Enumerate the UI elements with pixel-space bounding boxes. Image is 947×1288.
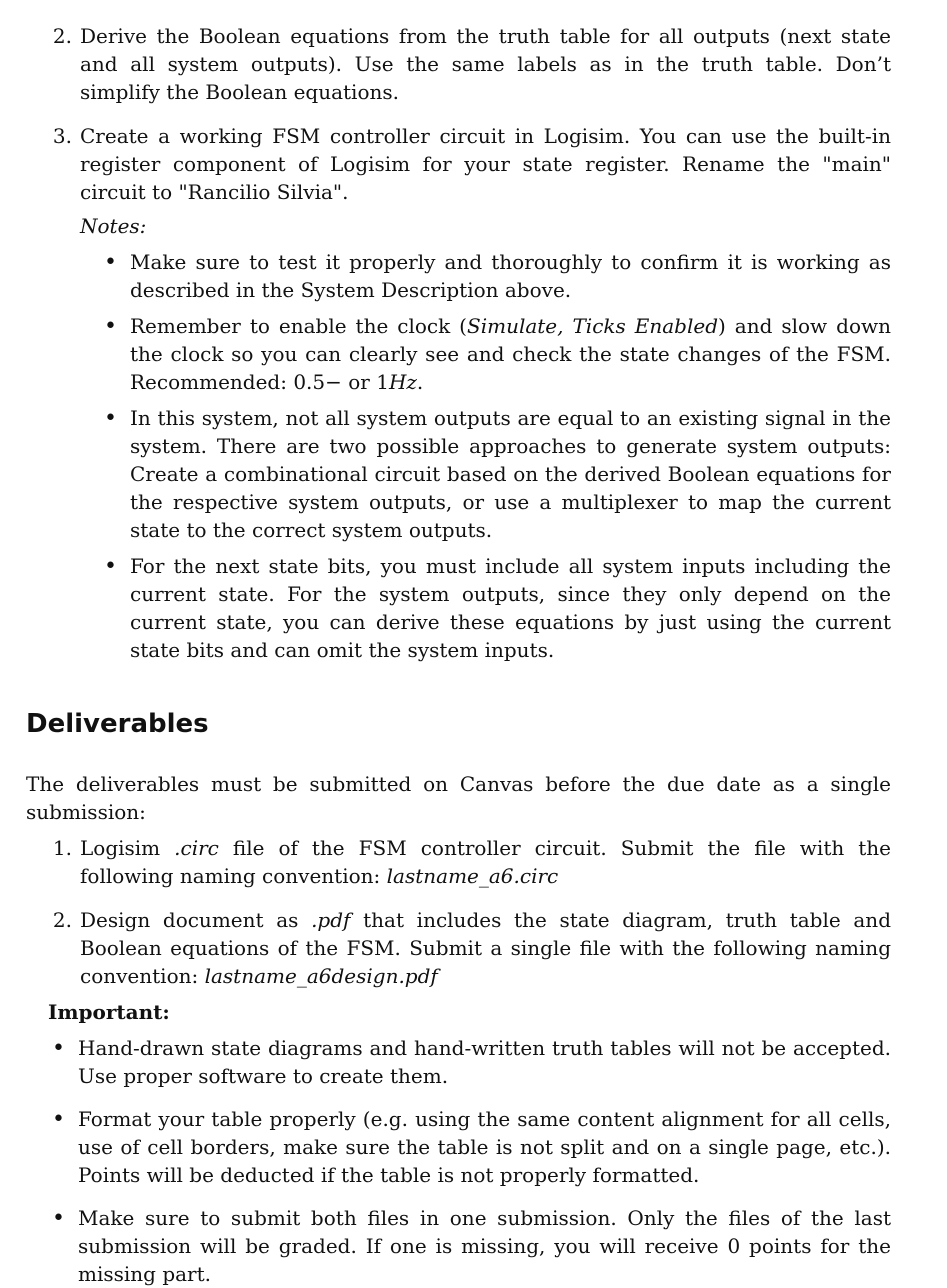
important-text: Format your table properly (e.g. using the same content alignment for all cells, use of cell borders, make sure the table is not split and on a single page, etc.). Points will be deducted if the table is not properly formatted. (78, 1107, 891, 1187)
important-label: Important: (48, 1000, 170, 1024)
important-text: Hand-drawn state diagrams and hand-written truth tables will not be accepted. Use proper software to create them. (78, 1036, 891, 1088)
list-item-2 (26, 22, 891, 106)
note-bullet-3 (104, 404, 891, 544)
important-text: Make sure to submit both files in one submission. Only the files of the last submission will be graded. If one is missing, you will receive 0 points for the missing part. (78, 1206, 891, 1286)
note-bullet-4 (104, 552, 891, 664)
deliverables-intro: The deliverables must be submitted on Canvas before the due date as a single submission: (26, 772, 891, 824)
simulate-menu-path: Simulate, Ticks Enabled (467, 314, 718, 338)
hz-unit: Hz (388, 370, 417, 394)
list-number: 3. (52, 124, 72, 148)
deliverable-item-1 (26, 834, 891, 890)
list-number: 1. (52, 836, 72, 860)
bullet-icon (52, 1204, 78, 1288)
note-bullet-2 (104, 312, 891, 396)
important-bullet-2 (52, 1105, 891, 1189)
list-item-text: Derive the Boolean equations from the truth table for all outputs (next state and all system outputs). Use the same labels as in the truth table. Don’t simplify the Boolean equations. (80, 24, 891, 104)
deliverable-text: Logisim .circ file of the FSM controller circuit. Submit the file with the following naming convention: lastname_a6.circ (80, 836, 891, 888)
bullet-icon (104, 312, 130, 396)
file-extension: .circ (174, 836, 219, 860)
important-bullet-3 (52, 1204, 891, 1288)
bullet-icon (104, 404, 130, 544)
file-name: lastname_a6design.pdf (204, 964, 438, 988)
important-bullet-1 (52, 1034, 891, 1090)
list-item-3 (26, 122, 891, 206)
note-text: Make sure to test it properly and thoroughly to confirm it is working as described in the System Description above. (130, 250, 891, 302)
note-text: In this system, not all system outputs are equal to an existing signal in the system. There are two possible approaches to generate system outputs: Create a combinational circuit based on the derived Boolean equations for the respective system outputs, or use a multiplexer to map the current state to the correct system outputs. (130, 406, 891, 542)
bullet-icon (52, 1034, 78, 1090)
file-name: lastname_a6.circ (386, 864, 559, 888)
note-text: Remember to enable the clock (Simulate, Ticks Enabled) and slow down the clock so you can clearly see and check the state changes of the FSM. Recommended: 0.5− or 1Hz. (130, 314, 891, 394)
note-text: For the next state bits, you must include all system inputs including the current state. For the system outputs, since they only depend on the current state, you can derive these equations by just using the current state bits and can omit the system inputs. (130, 554, 891, 662)
bullet-icon (52, 1105, 78, 1189)
list-number: 2. (52, 908, 72, 932)
notes-label: Notes: (80, 214, 147, 238)
deliverable-item-2 (26, 906, 891, 990)
note-bullet-1 (104, 248, 891, 304)
deliverable-text: Design document as .pdf that includes the state diagram, truth table and Boolean equations of the FSM. Submit a single file with the following naming convention: lastname_a6design.pdf (80, 908, 891, 988)
important-list (52, 1034, 891, 1288)
bullet-icon (104, 248, 130, 304)
deliverables-heading: Deliverables (26, 709, 209, 739)
bullet-icon (104, 552, 130, 664)
list-item-text: Create a working FSM controller circuit in Logisim. You can use the built-in register component of Logisim for your state register. Rename the "main" circuit to "Rancilio Silvia". (80, 124, 891, 204)
notes-list (104, 248, 891, 664)
file-extension: .pdf (311, 908, 351, 932)
list-number: 2. (52, 24, 72, 48)
